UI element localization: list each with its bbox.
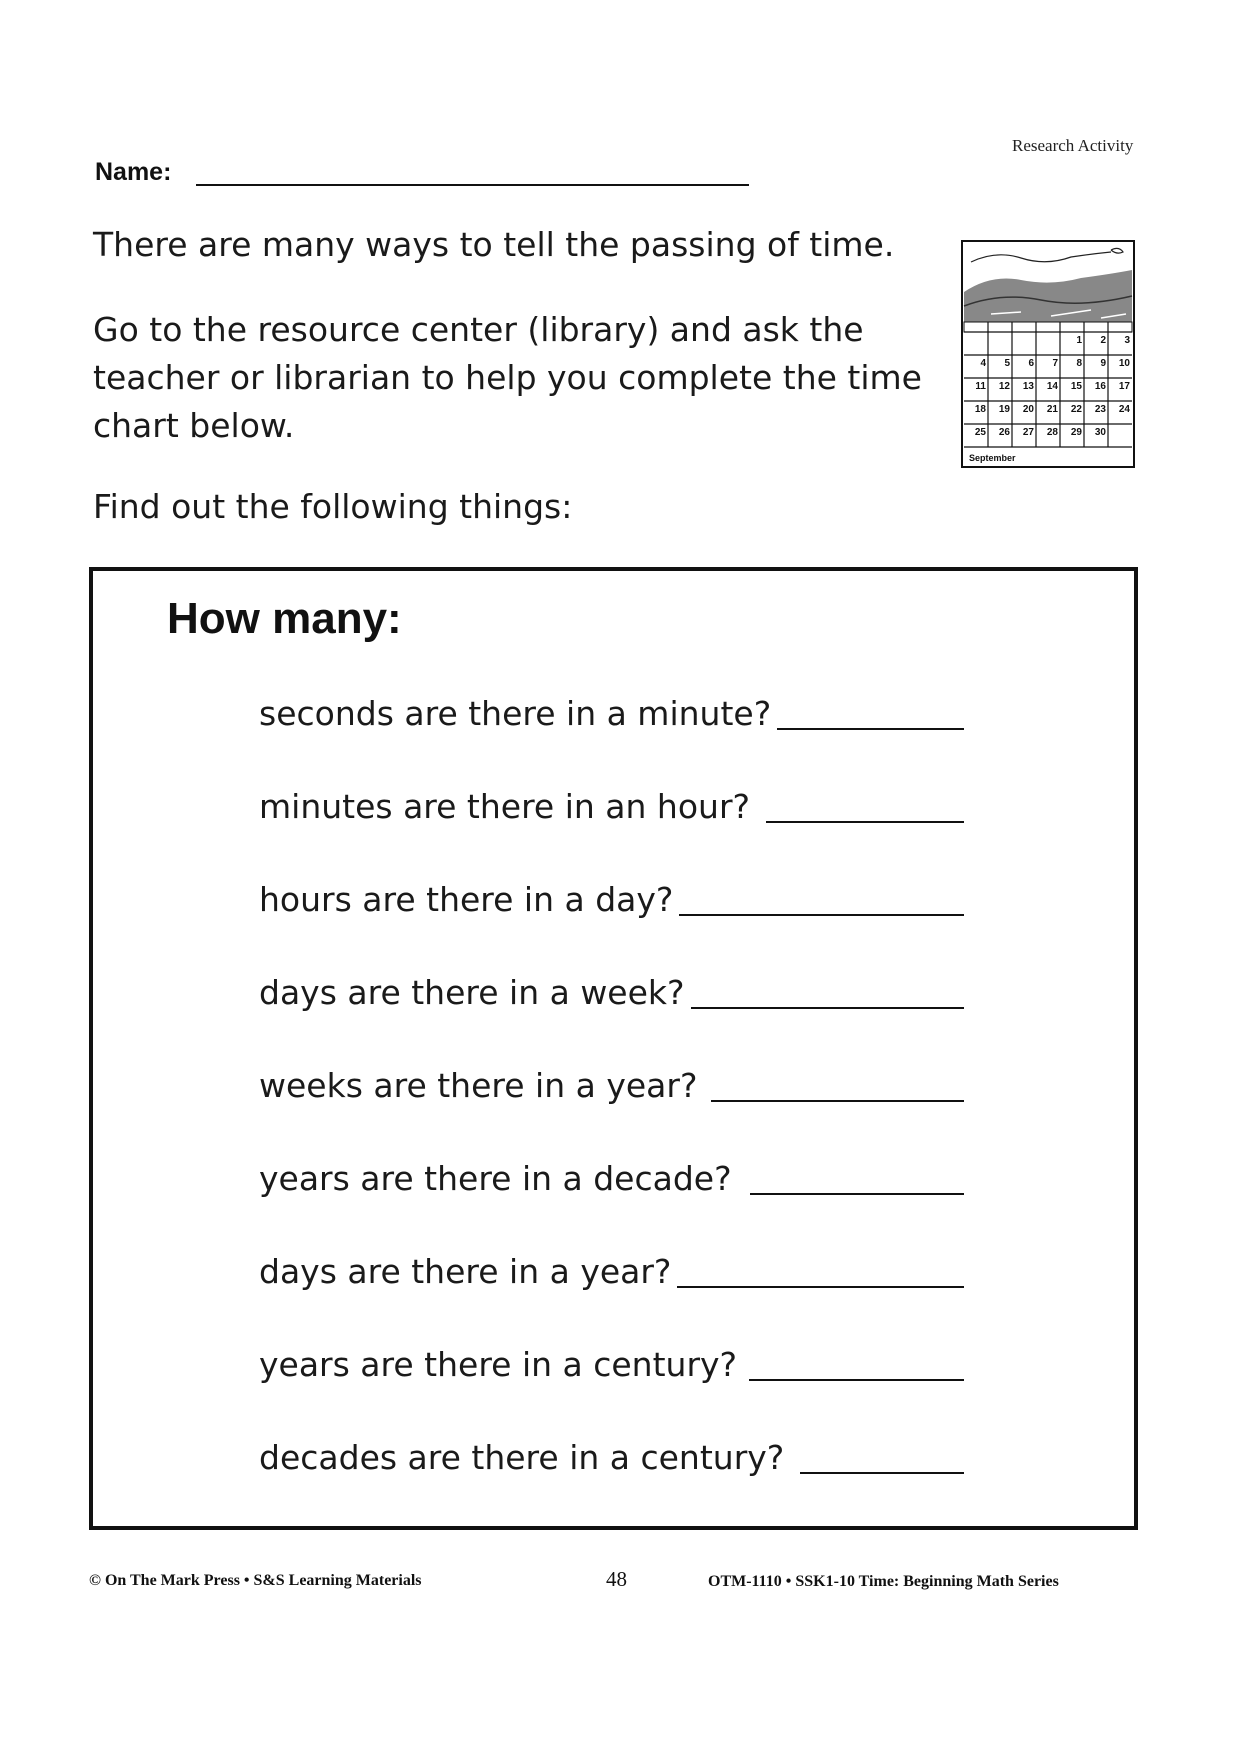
calendar-icon: [961, 240, 1135, 468]
question-text: weeks are there in a year?: [259, 1066, 698, 1105]
intro-text-2: [93, 306, 953, 450]
question-text: seconds are there in a minute?: [259, 694, 772, 733]
question-text: decades are there in a century?: [259, 1438, 785, 1477]
calendar-day: 14: [1046, 381, 1058, 392]
answer-blank[interactable]: [711, 1100, 964, 1102]
calendar-day: 5: [1004, 358, 1010, 369]
calendar-day: 22: [1070, 404, 1082, 415]
question-row: [259, 1432, 964, 1480]
question-text: hours are there in a day?: [259, 880, 674, 919]
calendar-day: 27: [1022, 427, 1034, 438]
footer-copyright: © On The Mark Press • S&S Learning Materials: [89, 1572, 422, 1589]
answer-blank[interactable]: [677, 1286, 964, 1288]
calendar-day: 13: [1022, 381, 1034, 392]
answer-blank[interactable]: [691, 1007, 964, 1009]
question-text: days are there in a year?: [259, 1252, 672, 1291]
answer-blank[interactable]: [777, 728, 964, 730]
question-row: [259, 1060, 964, 1108]
calendar-day: 30: [1094, 427, 1106, 438]
question-row: [259, 1246, 964, 1294]
question-text: days are there in a week?: [259, 973, 685, 1012]
question-row: [259, 781, 964, 829]
question-row: [259, 967, 964, 1015]
intro-text-2-content: Go to the resource center (library) and ask the teacher or librarian to help you complete the time chart below.: [93, 310, 922, 445]
calendar-day: 21: [1046, 404, 1058, 415]
calendar-day: 12: [998, 381, 1010, 392]
question-text: years are there in a decade?: [259, 1159, 732, 1198]
intro-text-3: Find out the following things:: [93, 487, 573, 526]
calendar-day: 25: [974, 427, 986, 438]
question-row: [259, 1153, 964, 1201]
answer-blank[interactable]: [749, 1379, 964, 1381]
calendar-day: 15: [1070, 381, 1082, 392]
question-row: [259, 874, 964, 922]
calendar-day: 1: [1076, 335, 1082, 346]
calendar-day: 9: [1100, 358, 1106, 369]
calendar-day: 11: [975, 381, 986, 392]
calendar-day: 20: [1022, 404, 1034, 415]
calendar-day: 8: [1076, 358, 1082, 369]
calendar-day: 10: [1118, 358, 1130, 369]
calendar-illustration: [961, 240, 1135, 468]
answer-blank[interactable]: [766, 821, 964, 823]
name-field[interactable]: [196, 184, 749, 186]
page-number: 48: [606, 1567, 627, 1591]
question-row: [259, 1339, 964, 1387]
calendar-day: 7: [1052, 358, 1058, 369]
calendar-day: 4: [980, 358, 986, 369]
answer-blank[interactable]: [679, 914, 964, 916]
calendar-day: 29: [1070, 427, 1082, 438]
footer-series: OTM-1110 • SSK1-10 Time: Beginning Math Series: [708, 1573, 1059, 1590]
calendar-month-label: September: [969, 453, 1016, 463]
how-many-heading: How many:: [167, 594, 402, 643]
name-label: Name:: [95, 158, 172, 186]
calendar-day: 16: [1094, 381, 1106, 392]
question-row: [259, 688, 964, 736]
calendar-day: 18: [974, 404, 986, 415]
calendar-day: 3: [1124, 335, 1130, 346]
calendar-day: 6: [1028, 358, 1034, 369]
calendar-day: 17: [1118, 381, 1130, 392]
calendar-day: 23: [1094, 404, 1106, 415]
activity-type-label: Research Activity: [1012, 136, 1134, 155]
question-text: minutes are there in an hour?: [259, 787, 751, 826]
calendar-day: 2: [1100, 335, 1106, 346]
question-text: years are there in a century?: [259, 1345, 738, 1384]
calendar-day: 26: [998, 427, 1010, 438]
calendar-day: 24: [1118, 404, 1130, 415]
intro-text-1: There are many ways to tell the passing of time.: [93, 225, 895, 264]
answer-blank[interactable]: [750, 1193, 964, 1195]
calendar-day: 28: [1046, 427, 1058, 438]
answer-blank[interactable]: [800, 1472, 964, 1474]
calendar-day: 19: [998, 404, 1010, 415]
